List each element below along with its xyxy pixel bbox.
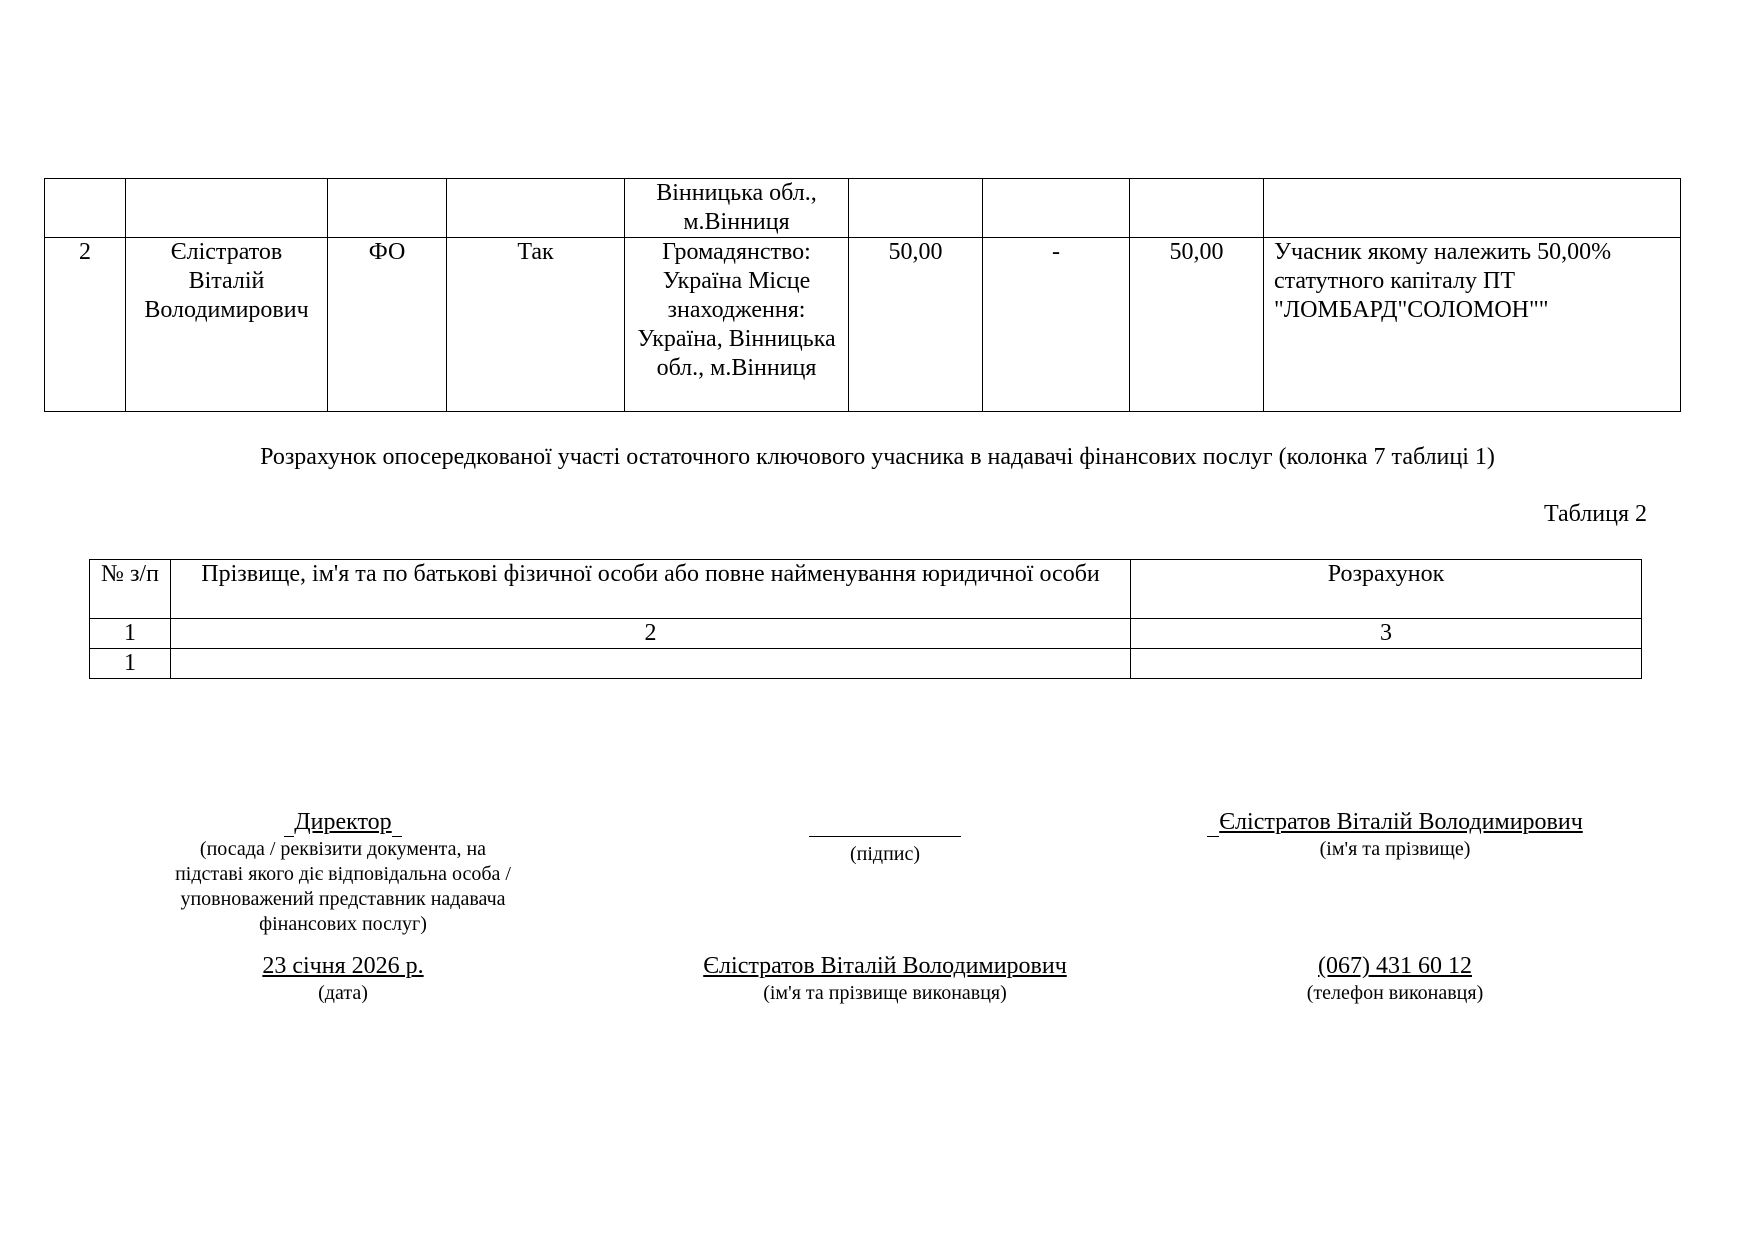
column-numbers-row bbox=[90, 619, 1642, 649]
cell-direct-share bbox=[849, 179, 983, 238]
cell-location: Вінницька обл., м.Вінниця bbox=[625, 179, 849, 238]
header-number: № з/п bbox=[90, 560, 171, 619]
table-label: Таблиця 2 bbox=[1543, 501, 1647, 527]
cell-type bbox=[328, 179, 447, 238]
signature-block bbox=[760, 808, 1010, 867]
cell-flag: Так bbox=[447, 238, 625, 412]
date-block bbox=[168, 952, 518, 1006]
header-name: Прізвище, ім'я та по батькові фізичної особи або повне найменування юридичної особи bbox=[171, 560, 1131, 619]
position-block bbox=[168, 808, 518, 937]
cell-number: 2 bbox=[45, 238, 126, 412]
name-caption: (ім'я та прізвище) bbox=[1319, 838, 1471, 860]
cell-note: Учасник якому належить 50,00% статутного капіталу ПТ "ЛОМБАРД"СОЛОМОН"" bbox=[1264, 238, 1681, 412]
executor-block bbox=[640, 952, 1130, 1006]
cell-indirect-share: - bbox=[983, 238, 1130, 412]
cell-calculation bbox=[1131, 649, 1642, 679]
position-value: Директор bbox=[284, 808, 401, 837]
cell-indirect-share bbox=[983, 179, 1130, 238]
date-value: 23 січня 2026 р. bbox=[262, 953, 424, 979]
cell-note bbox=[1264, 179, 1681, 238]
phone-value: (067) 431 60 12 bbox=[1318, 953, 1472, 979]
column-number: 1 bbox=[90, 619, 171, 649]
cell-flag bbox=[447, 179, 625, 238]
cell-name bbox=[126, 179, 328, 238]
column-number: 2 bbox=[171, 619, 1131, 649]
table-row bbox=[45, 238, 1681, 412]
phone-block bbox=[1260, 952, 1530, 1006]
executor-value: Єлістратов Віталій Володимирович bbox=[703, 953, 1067, 979]
section-caption: Розрахунок опосередкованої участі остаточного ключового учасника в надавачі фінансових послуг (колонка 7 таблиці 1) bbox=[260, 444, 1495, 470]
header-calculation: Розрахунок bbox=[1131, 560, 1642, 619]
cell-type: ФО bbox=[328, 238, 447, 412]
table-row bbox=[90, 649, 1642, 679]
executor-caption: (ім'я та прізвище виконавця) bbox=[763, 982, 1007, 1004]
position-caption: (посада / реквізити документа, на підставі якого діє відповідальна особа / уповноважений представник надавача фінансових послуг) bbox=[175, 838, 511, 935]
date-caption: (дата) bbox=[318, 982, 368, 1004]
signature-caption: (підпис) bbox=[849, 843, 921, 865]
cell-total-share: 50,00 bbox=[1130, 238, 1264, 412]
table-row bbox=[45, 179, 1681, 238]
cell-name bbox=[171, 649, 1131, 679]
participants-table bbox=[44, 178, 1681, 412]
name-block bbox=[1160, 808, 1630, 862]
cell-total-share bbox=[1130, 179, 1264, 238]
cell-direct-share: 50,00 bbox=[849, 238, 983, 412]
phone-caption: (телефон виконавця) bbox=[1306, 982, 1484, 1004]
cell-number: 1 bbox=[90, 649, 171, 679]
cell-number bbox=[45, 179, 126, 238]
table-header-row bbox=[90, 560, 1642, 619]
signature-line bbox=[809, 808, 961, 837]
cell-name: Єлістратов Віталій Володимирович bbox=[126, 238, 328, 412]
name-value: Єлістратов Віталій Володимирович bbox=[1207, 808, 1583, 837]
cell-location: Громадянство: Україна Місце знаходження: Україна, Вінницька обл., м.Вінниця bbox=[625, 238, 849, 412]
calculation-table bbox=[89, 559, 1642, 679]
column-number: 3 bbox=[1131, 619, 1642, 649]
